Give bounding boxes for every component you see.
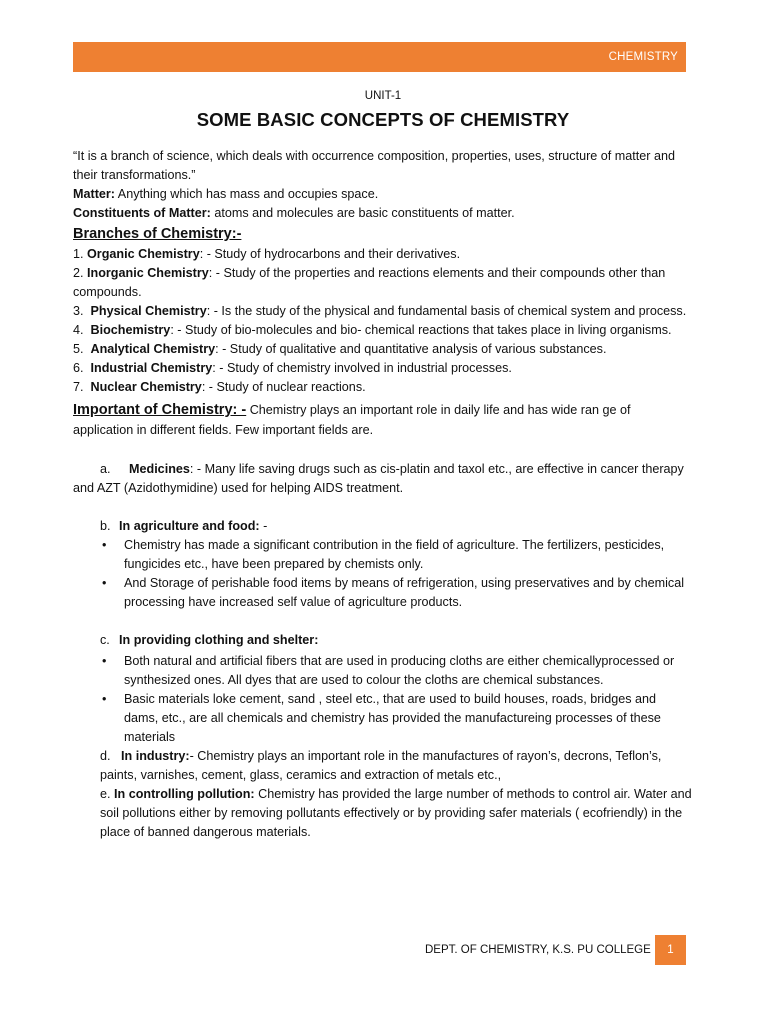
matter-text: Anything which has mass and occupies space. — [114, 187, 379, 201]
importance-paragraph — [73, 399, 693, 440]
header-bar — [73, 42, 686, 72]
bullet-glyph: • — [102, 538, 107, 552]
importance-heading: Important of Chemistry: - — [73, 402, 247, 418]
branch-number: 3. — [73, 304, 84, 318]
constituents-label: Constituents of Matter: — [73, 206, 211, 220]
branch-number: 7. — [73, 380, 84, 394]
branch-number: 5. — [73, 342, 84, 356]
header-label: CHEMISTRY — [608, 51, 678, 63]
field-text: : - Many life saving drugs such as cis-platin and taxol etc., are effective in cancer therapy and AZT (Azidothymidine) used for helping AIDS treatment. — [73, 462, 684, 495]
bullet-text: Basic materials loke cement, sand , steel etc., that are used to build houses, roads, bridges and dams, etc., are all chemicals and chemistry has provided the manufactureing processes of these materials — [124, 692, 661, 744]
bullet-text: Both natural and artificial fibers that are used in producing cloths are either chemicallyprocessed or synthesized ones. All dyes that are used to colour the cloths are chemical substances. — [124, 654, 675, 687]
field-industry — [73, 747, 693, 785]
field-label: In providing clothing and shelter: — [119, 633, 319, 647]
page-title: SOME BASIC CONCEPTS OF CHEMISTRY — [196, 109, 570, 130]
branch-number: 4. — [73, 323, 84, 337]
field-letter: d. — [100, 749, 111, 763]
branch-text: : - Study of hydrocarbons and their derivatives. — [199, 247, 461, 261]
branch-name: Nuclear Chemistry — [90, 380, 202, 394]
field-clothing — [73, 631, 693, 650]
constituents-text: atoms and molecules are basic constituents of matter. — [210, 206, 515, 220]
branch-item — [73, 245, 693, 264]
field-label: Medicines — [129, 462, 190, 476]
branch-text: : - Study of qualitative and quantitative analysis of various substances. — [215, 342, 607, 356]
bullet-glyph: • — [102, 692, 107, 706]
branch-text: : - Study of chemistry involved in industrial processes. — [212, 361, 512, 375]
branch-name: Analytical Chemistry — [90, 342, 216, 356]
branch-number: 1. — [73, 247, 84, 261]
branch-text: : - Is the study of the physical and fundamental basis of chemical system and process. — [206, 304, 687, 318]
matter-label: Matter: — [73, 187, 115, 201]
branch-item — [73, 302, 693, 321]
branch-number: 2. — [73, 266, 84, 280]
field-label: In controlling pollution: — [114, 787, 255, 801]
field-letter: a. — [100, 462, 111, 476]
branch-item — [73, 359, 693, 378]
footer-dept: DEPT. OF CHEMISTRY, K.S. PU COLLEGE — [425, 944, 651, 956]
field-medicines — [73, 460, 693, 498]
list-item — [73, 536, 693, 574]
page-number: 1 — [655, 935, 686, 965]
branch-item — [73, 378, 693, 397]
branch-item — [73, 264, 693, 302]
branch-text: : - Study of nuclear reactions. — [201, 380, 366, 394]
list-item — [73, 690, 693, 747]
bullet-text: Chemistry has made a significant contribution in the field of agriculture. The fertilizers, pesticides, fungicides etc., have been prepared by chemists only. — [124, 538, 665, 571]
field-label: In industry: — [121, 749, 190, 763]
branches-heading: Branches of Chemistry:- — [73, 226, 242, 242]
document-body — [73, 88, 693, 842]
bullet-glyph: • — [102, 576, 107, 590]
branch-name: Organic Chemistry — [87, 247, 200, 261]
importance-text: Chemistry plays an important role in daily life and has wide ran ge of application in different fields. Few important fields are. — [73, 403, 631, 437]
field-text: - Chemistry plays an important role in the manufactures of rayon’s, decrons, Teflon’s, paints, varnishes, cement, glass, ceramics and extraction of metals etc., — [100, 749, 662, 782]
branch-name: Biochemistry — [90, 323, 171, 337]
field-pollution — [73, 785, 693, 842]
bullet-text: And Storage of perishable food items by means of refrigeration, using preservatives and by chemical processing have increased self value of agriculture products. — [124, 576, 685, 609]
field-letter: c. — [100, 633, 110, 647]
branch-item — [73, 321, 693, 340]
list-item — [73, 574, 693, 612]
field-letter: e. — [100, 787, 111, 801]
branch-name: Industrial Chemistry — [90, 361, 213, 375]
field-text: - — [259, 519, 268, 533]
field-agriculture — [73, 517, 693, 536]
bullet-glyph: • — [102, 654, 107, 668]
branch-number: 6. — [73, 361, 84, 375]
constituents-definition — [73, 204, 693, 223]
field-letter: b. — [100, 519, 111, 533]
intro-paragraph: “It is a branch of science, which deals with occurrence composition, properties, uses, structure of matter and their transformations.” — [73, 149, 675, 182]
branch-text: : - Study of bio-molecules and bio- chemical reactions that takes place in living organisms. — [170, 323, 672, 337]
branch-name: Inorganic Chemistry — [87, 266, 209, 280]
field-label: In agriculture and food: — [119, 519, 260, 533]
unit-label: UNIT-1 — [364, 90, 402, 102]
branch-item — [73, 340, 693, 359]
branch-name: Physical Chemistry — [90, 304, 207, 318]
field-text: Chemistry has provided the large number of methods to control air. Water and soil pollutions either by removing pollutants effectively or by providing safer materials ( ecofriendly) in the place of banned dangerous materials. — [100, 787, 692, 839]
matter-definition — [73, 185, 693, 204]
list-item — [73, 652, 693, 690]
branch-text: : - Study of the properties and reactions elements and their compounds other than compounds. — [73, 266, 666, 299]
